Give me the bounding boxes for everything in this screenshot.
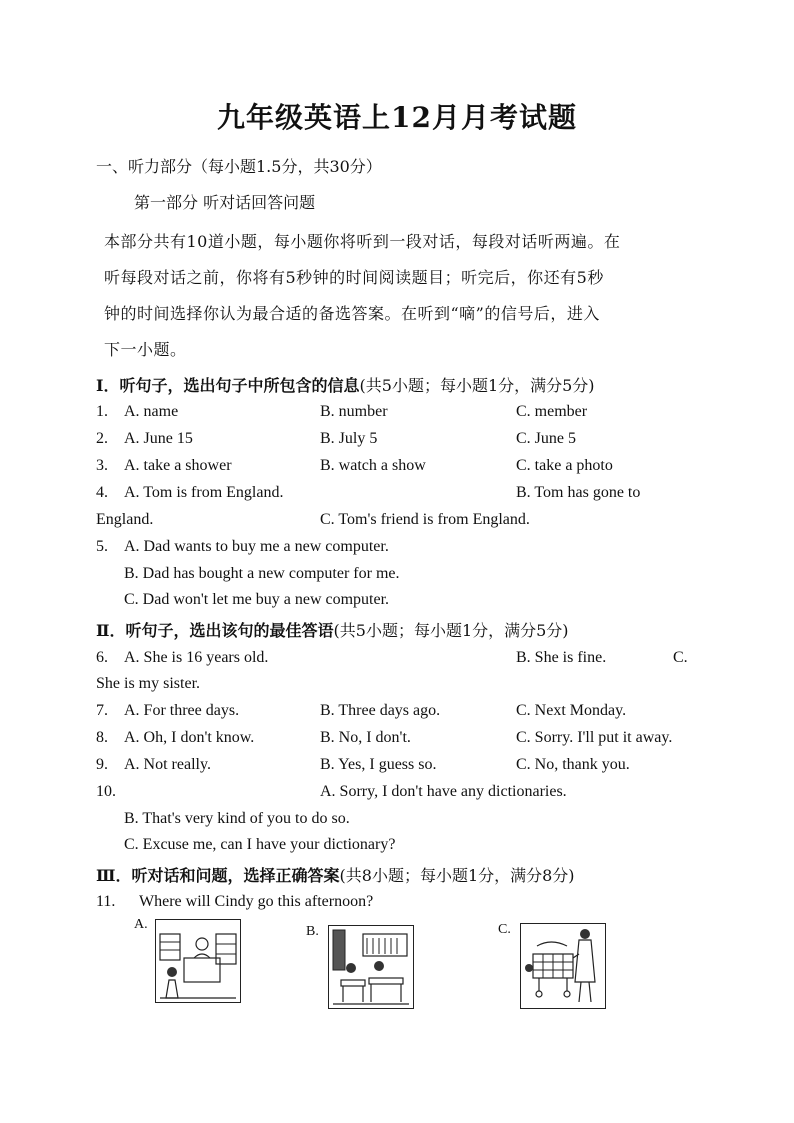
part-iii-title: 听对话和问题，选择正确答案 <box>131 866 340 885</box>
shopping-picture <box>521 924 605 1008</box>
option-a: A. For three days. <box>124 702 240 719</box>
library-counter-picture <box>156 920 240 1002</box>
classroom-picture <box>329 926 413 1008</box>
part-ii-title: 听句子，选出该句的最佳答语 <box>125 621 334 640</box>
option-c: C. No, thank you. <box>516 756 630 773</box>
option-a: A. Sorry, I don't have any dictionaries. <box>320 783 567 800</box>
option-c: C. member <box>516 403 588 420</box>
option-c: C. Tom's friend is from England. <box>320 511 530 528</box>
option-c: C. Excuse me, can I have your dictionary? <box>124 836 396 853</box>
option-c-continued: She is my sister. <box>96 675 201 692</box>
part-ii-score: (共5小题；每小题1分，满分5分) <box>333 621 569 640</box>
intro-line-1: 本部分共有10道小题，每小题你将听到一段对话，每段对话听两遍。在 <box>104 232 621 251</box>
option-b: B. Tom has gone to <box>516 484 641 501</box>
option-a: A. Not really. <box>124 756 211 773</box>
picture-option-a <box>155 919 241 1003</box>
part-iii-heading <box>96 863 575 886</box>
picture-label-b: B. <box>306 924 319 939</box>
question-number: 1. <box>96 403 108 420</box>
question-number: 10. <box>96 783 116 800</box>
question-number: 8. <box>96 729 108 746</box>
option-b: B. July 5 <box>320 430 378 447</box>
option-c: C. Next Monday. <box>516 702 627 719</box>
intro-line-4: 下一小题。 <box>104 340 187 359</box>
option-a: A. name <box>124 403 179 420</box>
option-b: B. No, I don't. <box>320 729 411 746</box>
option-a: A. Oh, I don't know. <box>124 729 255 746</box>
option-b: B. That's very kind of you to do so. <box>124 810 350 827</box>
part-ii-heading <box>96 618 569 641</box>
part-iii-number: Ⅲ． <box>96 866 132 885</box>
question-number: 6. <box>96 649 108 666</box>
question-number: 4. <box>96 484 108 501</box>
part-i-score: (共5小题；每小题1分，满分5分) <box>359 376 595 395</box>
question-number: 9. <box>96 756 108 773</box>
part-i-number: Ⅰ． <box>96 376 120 395</box>
option-b: B. Yes, I guess so. <box>320 756 437 773</box>
part-i-heading <box>96 373 595 396</box>
option-a: A. June 15 <box>124 430 193 447</box>
question-number: 5. <box>96 538 108 555</box>
option-b: B. Three days ago. <box>320 702 441 719</box>
picture-label-c: C. <box>498 922 511 937</box>
question-number: 3. <box>96 457 108 474</box>
picture-option-c <box>520 923 606 1009</box>
question-number: 7. <box>96 702 108 719</box>
option-b: B. number <box>320 403 388 420</box>
part-iii-score: (共8小题；每小题1分，满分8分) <box>339 866 575 885</box>
option-c: C. take a photo <box>516 457 613 474</box>
option-c: C. Sorry. I'll put it away. <box>516 729 673 746</box>
option-a: A. She is 16 years old. <box>124 649 269 666</box>
option-b-continued: England. <box>96 511 154 528</box>
part-heading: 第一部分 听对话回答问题 <box>134 193 316 212</box>
option-b: B. She is fine. <box>516 649 607 666</box>
option-c: C. June 5 <box>516 430 576 447</box>
page-title: 九年级英语上12月月考试题 <box>217 101 577 134</box>
intro-line-3: 钟的时间选择你认为最合适的备选答案。在听到“嘀”的信号后，进入 <box>104 304 600 323</box>
picture-label-a: A. <box>134 917 148 932</box>
part-ii-number: Ⅱ． <box>96 621 126 640</box>
option-a: A. take a shower <box>124 457 232 474</box>
question-number: 2. <box>96 430 108 447</box>
question-text: Where will Cindy go this afternoon? <box>139 893 374 910</box>
option-b: B. watch a show <box>320 457 426 474</box>
picture-option-b <box>328 925 414 1009</box>
question-number: 11. <box>96 893 116 910</box>
option-c: C. <box>673 649 688 666</box>
option-b: B. Dad has bought a new computer for me. <box>124 565 400 582</box>
option-a: A. Tom is from England. <box>124 484 284 501</box>
option-c: C. Dad won't let me buy a new computer. <box>124 591 390 608</box>
intro-line-2: 听每段对话之前，你将有5秒钟的时间阅读题目；听完后，你还有5秒 <box>104 268 604 287</box>
part-i-title: 听句子，选出句子中所包含的信息 <box>119 376 360 395</box>
section-heading: 一、听力部分（每小题1.5分，共30分） <box>96 157 382 176</box>
option-a: A. Dad wants to buy me a new computer. <box>124 538 389 555</box>
